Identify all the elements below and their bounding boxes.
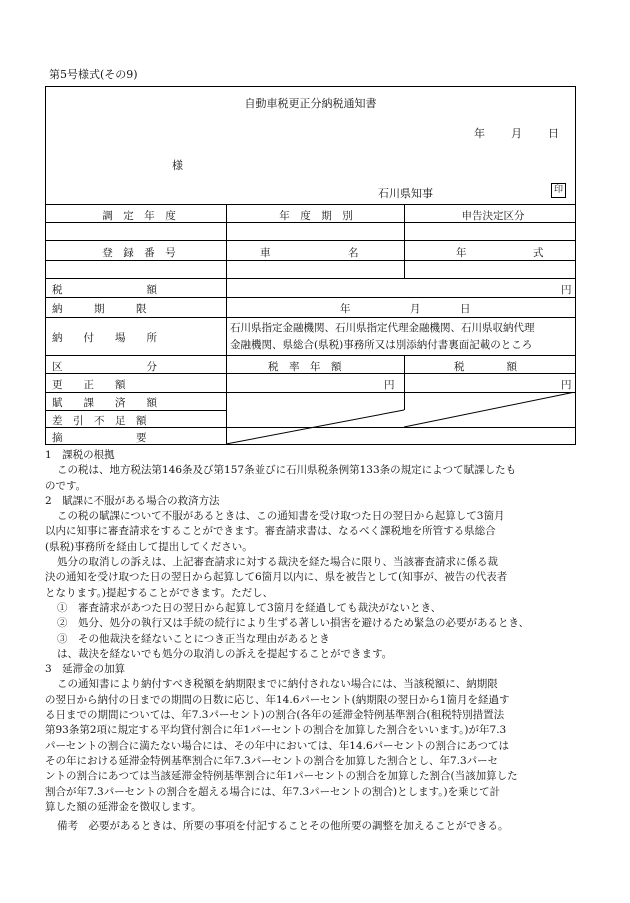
issuer-name: 石川県知事 — [378, 187, 433, 200]
rule — [46, 317, 575, 318]
shortfall-amount-label: 差 引 不 足 額 — [52, 415, 147, 427]
diagonal-strike — [226, 392, 406, 444]
note-line: となります。)提起することができます。ただし、 — [45, 586, 274, 599]
rule — [46, 355, 575, 356]
rule — [46, 240, 575, 241]
assessed-amount-label: 賦 課 済 額 — [52, 397, 157, 409]
note-line: その年における延滞金特例基準割合に年7.3パーセントの割合を加算した割合とし、年7.3パーセ — [45, 754, 498, 767]
biko-note: 備考 必要があるときは、所要の事項を付記することその他所要の調整を加えることができる。 — [57, 820, 509, 833]
diagonal-strike-right — [404, 392, 576, 428]
fiscal-year-header: 調 定 年 度 — [102, 210, 176, 222]
note-line: ① 審査請求があつた日の翌日から起算して3箇月を経過しても裁決がないとき、 — [57, 601, 442, 614]
due-date-label: 納 期 限 — [52, 303, 147, 315]
date-month-label: 月 — [511, 127, 522, 140]
note-line: この税の賦課について不服があるときは、この通知書を受け取つた日の翌日から起算して3箇月 — [57, 510, 505, 523]
form-number-label: 第5号様式(その9) — [49, 68, 138, 81]
due-year: 年 — [340, 303, 351, 315]
addressee-suffix: 様 — [172, 159, 183, 172]
note-line: る日までの期間については、年7.3パーセント)の割合(各年の延滞金特例基準割合(租税特別措置法 — [45, 709, 505, 722]
model-year-header-b: 式 — [533, 247, 544, 259]
rule — [404, 204, 405, 278]
vehicle-name-header-b: 名 — [348, 247, 359, 259]
notes-section — [45, 448, 585, 834]
due-day: 日 — [460, 303, 471, 315]
note-line: (県税)事務所を経由して提出してください。 — [45, 540, 253, 553]
payment-place-line-2: 金融機関、県総合(県税)事務所又は別添納付書裏面記載のところ — [230, 339, 533, 351]
seal-mark: 印 — [551, 183, 566, 198]
form-header — [46, 87, 575, 205]
note-line: ントの割合にあつては当該延滞金特例基準割合に年1パーセントの割合を加算した割合(当該加算した — [45, 770, 518, 783]
note-line: 割合が年7.3パーセントの割合を超える場合には、年7.3パーセントの割合)とします。)を乗じて計 — [45, 785, 501, 798]
remarks-label: 摘 要 — [52, 432, 147, 444]
rule — [46, 260, 575, 261]
tax-yen: 円 — [561, 379, 572, 391]
vehicle-name-header-a: 車 — [260, 247, 271, 259]
note-heading: 2 賦課に不服がある場合の救済方法 — [45, 494, 220, 507]
due-month: 月 — [410, 303, 421, 315]
note-line: この税は、地方税法第146条及び第157条並びに石川県税条例第133条の規定によつて賦課したも — [57, 464, 517, 477]
term-header: 年 度 期 別 — [279, 210, 353, 222]
note-line: ② 処分、処分の執行又は手続の続行により生ずる著しい損害を避けるため緊急の必要があるとき、 — [57, 617, 530, 630]
date-day-label: 日 — [548, 127, 559, 140]
note-line: パーセントの割合に満たない場合には、その年中においては、年14.6パーセントの割合にあつては — [45, 739, 509, 752]
note-line: ③ その他裁決を経ないことにつき正当な理由があるとき — [57, 632, 330, 645]
category-label: 区 分 — [52, 361, 157, 373]
tax-notice-form — [45, 86, 576, 445]
note-line: の翌日から納付の日までの期間の日数に応じ、年14.6パーセント(納期限の翌日から1箇月を経過す — [45, 693, 510, 706]
rule — [46, 297, 575, 298]
note-line: この通知書により納付すべき税額を納期限までに納付されない場合には、当該税額に、納期限 — [57, 678, 498, 691]
tax-amount-header: 税 額 — [454, 361, 517, 373]
form-title: 自動車税更正分納税通知書 — [244, 97, 377, 110]
date-year-label: 年 — [474, 127, 485, 140]
rule — [46, 410, 226, 411]
correction-yen: 円 — [384, 379, 395, 391]
note-line: 処分の取消しの訴えは、上記審査請求に対する裁決を経た場合に限り、当該審査請求に係る裁 — [57, 556, 498, 569]
decision-category-header: 申告決定区分 — [461, 210, 525, 222]
note-heading: 1 課税の根拠 — [45, 449, 115, 461]
note-heading: 3 延滞金の加算 — [45, 663, 126, 676]
note-line: のです。 — [45, 479, 87, 492]
model-year-header-a: 年 — [456, 247, 467, 259]
note-line: 算した額の延滞金を徴収します。 — [45, 800, 202, 813]
note-line: は、裁決を経ないでも処分の取消しの訴えを提起することができます。 — [57, 647, 393, 660]
tax-rate-annual-header: 税 率 年 額 — [268, 361, 342, 373]
yen-unit: 円 — [561, 284, 572, 296]
issue-date — [474, 125, 559, 141]
note-line: 第93条第2項に規定する平均貸付割合に年1パーセントの割合を加算した割合をいいます。)が年7.3 — [45, 724, 507, 737]
correction-amount-label: 更 正 額 — [52, 379, 126, 391]
registration-number-header: 登 録 番 号 — [102, 247, 176, 259]
rule — [46, 278, 575, 279]
tax-amount-label: 税 額 — [52, 284, 157, 296]
payment-place-line-1: 石川県指定金融機関、石川県指定代理金融機関、石川県収納代理 — [230, 322, 535, 334]
note-line: 決の通知を受け取つた日の翌日から起算して6箇月以内に、県を被告として(知事が、被告の代表者 — [45, 571, 508, 584]
note-line: 以内に知事に審査請求をすることができます。審査請求書は、なるべく課税地を所管する県総合 — [45, 525, 496, 538]
payment-place-label: 納 付 場 所 — [52, 332, 157, 344]
